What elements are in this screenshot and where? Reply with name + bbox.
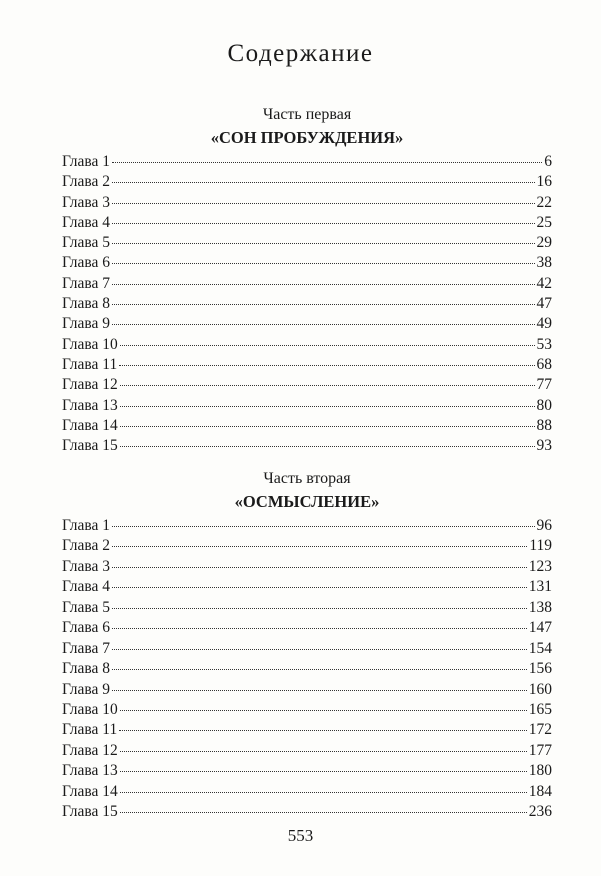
toc-entry[interactable] <box>62 618 552 638</box>
toc-entry-page: 22 <box>536 193 552 211</box>
page-number: 553 <box>287 826 314 845</box>
dot-leader <box>112 284 534 285</box>
page-title: Содержание <box>227 40 374 67</box>
toc-entry-page: 160 <box>528 680 552 698</box>
toc-entry-title: Глава 14 <box>62 782 118 800</box>
dot-leader <box>120 751 527 752</box>
part-section <box>62 468 552 823</box>
toc-entry-title: Глава 6 <box>62 619 111 637</box>
toc-entry-title: Глава 7 <box>62 639 111 657</box>
toc-entry-page: 123 <box>528 557 552 575</box>
toc-entry-title: Глава 12 <box>62 741 118 759</box>
dot-leader <box>119 730 527 731</box>
dot-leader <box>112 526 534 527</box>
toc-entry-page: 38 <box>536 254 552 272</box>
toc-entry-title: Глава 3 <box>62 193 111 211</box>
toc-entry-page: 77 <box>536 376 552 394</box>
toc-entry[interactable] <box>62 598 552 618</box>
toc-entry-title: Глава 2 <box>62 537 111 555</box>
dot-leader <box>120 792 527 793</box>
toc-entry[interactable] <box>62 375 552 395</box>
dot-leader <box>119 365 534 366</box>
toc-entry-title: Глава 13 <box>62 396 118 414</box>
toc-entry-title: Глава 10 <box>62 700 118 718</box>
dot-leader <box>112 324 534 325</box>
part-name: «ОСМЫСЛЕНИЕ» <box>234 492 380 511</box>
toc-entry-page: 53 <box>536 335 552 353</box>
dot-leader <box>112 546 527 547</box>
toc-entry[interactable] <box>62 536 552 556</box>
toc-entry-page: 184 <box>528 782 552 800</box>
dot-leader <box>112 162 542 163</box>
toc-entry[interactable] <box>62 577 552 597</box>
toc-entry-title: Глава 15 <box>62 437 118 455</box>
dot-leader <box>112 587 527 588</box>
toc-entry-title: Глава 8 <box>62 295 111 313</box>
toc-entry-title: Глава 15 <box>62 803 118 821</box>
toc-entry-page: 49 <box>536 315 552 333</box>
toc-entry[interactable] <box>62 416 552 436</box>
toc-entry-page: 154 <box>528 639 552 657</box>
toc-entry[interactable] <box>62 152 552 172</box>
dot-leader <box>112 304 534 305</box>
dot-leader <box>120 771 527 772</box>
toc-entry-page: 42 <box>536 274 552 292</box>
dot-leader <box>112 628 527 629</box>
toc-entry-title: Глава 11 <box>62 721 118 739</box>
toc-entry[interactable] <box>62 516 552 536</box>
toc-entry-page: 147 <box>528 619 552 637</box>
toc-entry[interactable] <box>62 172 552 192</box>
dot-leader <box>112 690 527 691</box>
toc-entry-page: 131 <box>528 578 552 596</box>
dot-leader <box>112 608 527 609</box>
toc-entry[interactable] <box>62 213 552 233</box>
toc-entry-title: Глава 11 <box>62 355 118 373</box>
toc-entry[interactable] <box>62 761 552 781</box>
dot-leader <box>112 649 527 650</box>
dot-leader <box>120 345 535 346</box>
dot-leader <box>120 426 535 427</box>
toc-entry[interactable] <box>62 274 552 294</box>
toc-entry[interactable] <box>62 193 552 213</box>
toc-entry[interactable] <box>62 720 552 740</box>
toc-entry-page: 180 <box>528 762 552 780</box>
dot-leader <box>120 710 527 711</box>
toc-entry-title: Глава 4 <box>62 578 111 596</box>
dot-leader <box>112 203 534 204</box>
part-section <box>62 104 552 456</box>
toc-entry-page: 236 <box>528 803 552 821</box>
part-label: Часть вторая <box>263 470 351 487</box>
toc-entry-title: Глава 4 <box>62 213 111 231</box>
toc-entry[interactable] <box>62 253 552 273</box>
toc-entry-page: 25 <box>536 213 552 231</box>
toc-entry-title: Глава 1 <box>62 517 111 534</box>
toc-entry[interactable] <box>62 335 552 355</box>
toc-entry-title: Глава 2 <box>62 173 111 191</box>
toc-entry[interactable] <box>62 782 552 802</box>
toc-entry-title: Глава 14 <box>62 416 118 434</box>
toc-entry-title: Глава 9 <box>62 315 111 333</box>
toc-entry-page: 96 <box>536 517 552 534</box>
dot-leader <box>112 263 534 264</box>
toc-entry[interactable] <box>62 557 552 577</box>
toc-entry[interactable] <box>62 314 552 334</box>
toc-entry-title: Глава 7 <box>62 274 111 292</box>
toc-entry-page: 138 <box>528 598 552 616</box>
toc-entry[interactable] <box>62 659 552 679</box>
toc-entry-page: 172 <box>528 721 552 739</box>
toc-entry[interactable] <box>62 436 552 456</box>
dot-leader <box>120 385 535 386</box>
dot-leader <box>120 812 527 813</box>
dot-leader <box>120 446 535 447</box>
toc-entry-title: Глава 3 <box>62 557 111 575</box>
part-label: Часть первая <box>262 106 352 123</box>
toc-entry[interactable] <box>62 802 552 822</box>
toc-entry-page: 16 <box>536 173 552 191</box>
toc-entry-page: 177 <box>528 741 552 759</box>
toc-entry[interactable] <box>62 680 552 700</box>
toc-entry-title: Глава 5 <box>62 234 111 252</box>
toc-entry-page: 119 <box>529 537 552 555</box>
dot-leader <box>112 243 534 244</box>
toc-entry-page: 80 <box>536 396 552 414</box>
part-name: «СОН ПРОБУЖДЕНИЯ» <box>210 128 404 147</box>
toc-entry-title: Глава 1 <box>62 153 111 170</box>
toc-entry[interactable] <box>62 396 552 416</box>
toc-entry[interactable] <box>62 639 552 659</box>
toc-entry-title: Глава 9 <box>62 680 111 698</box>
toc-entry-title: Глава 10 <box>62 335 118 353</box>
toc-entry[interactable] <box>62 700 552 720</box>
dot-leader <box>112 669 527 670</box>
toc-entry[interactable] <box>62 294 552 314</box>
dot-leader <box>112 223 534 224</box>
dot-leader <box>112 567 527 568</box>
toc-entry[interactable] <box>62 355 552 375</box>
toc-entry-page: 93 <box>536 437 552 455</box>
dot-leader <box>112 182 534 183</box>
toc-entry-title: Глава 12 <box>62 376 118 394</box>
toc-entry-page: 165 <box>528 700 552 718</box>
toc-entry-page: 47 <box>536 295 552 313</box>
toc-entry-page: 6 <box>544 153 552 170</box>
toc-entry-page: 29 <box>536 234 552 252</box>
toc-entry-title: Глава 13 <box>62 762 118 780</box>
toc-entry[interactable] <box>62 741 552 761</box>
dot-leader <box>120 406 535 407</box>
toc-entry-page: 156 <box>528 660 552 678</box>
toc-entry-title: Глава 8 <box>62 660 111 678</box>
toc-entry-page: 68 <box>536 355 552 373</box>
toc-entry-title: Глава 5 <box>62 598 111 616</box>
toc-list <box>62 516 552 823</box>
toc-entry[interactable] <box>62 233 552 253</box>
toc-entry-title: Глава 6 <box>62 254 111 272</box>
toc-list <box>62 152 552 456</box>
toc-entry-page: 88 <box>536 416 552 434</box>
